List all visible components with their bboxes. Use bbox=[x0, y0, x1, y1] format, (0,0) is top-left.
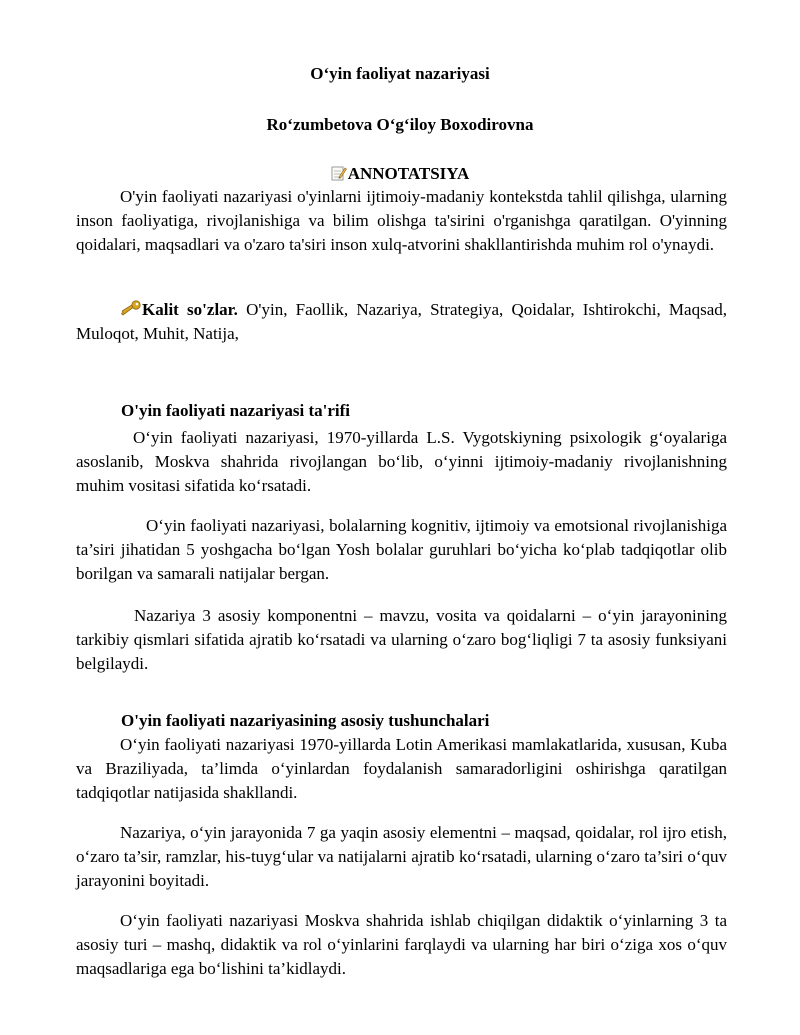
key-icon bbox=[120, 300, 142, 316]
author-name: Ro‘zumbetova O‘g‘iloy Boxodirovna bbox=[266, 115, 534, 134]
section2-paragraph-1: O‘yin faoliyati nazariyasi 1970-yillarda Lotin Amerikasi mamlakatlarida, xususan, Kuba va Braziliyada, ta’limda o‘yinlardan foydalanish samaradorligini oshirishga qaratilgan tadqiqotlar natijasida shakllandi. bbox=[76, 735, 727, 802]
section1-paragraph-2: O‘yin faoliyati nazariyasi, bolalarning kognitiv, ijtimoiy va emotsional rivojlanishiga ta’siri jihatidan 5 yoshgacha bo‘lgan Yosh bolalar guruhlari bo‘yicha ko‘plab tadqiqotlar olib borilgan va samarali natijalar bergan. bbox=[76, 516, 727, 583]
section1-heading: O'yin faoliyati nazariyasi ta'rifi bbox=[121, 401, 351, 420]
section2-paragraph-2: Nazariya, o‘yin jarayonida 7 ga yaqin asosiy elementni – maqsad, qoidalar, rol ijro etish, o‘zaro ta’sir, ramzlar, his-tuyg‘ular va natijalarni ajratib ko‘rsatadi, ularning o‘zaro ta’siri o‘quv jarayonini boyitadi. bbox=[76, 823, 727, 890]
section1-paragraph-1: O‘yin faoliyati nazariyasi, 1970-yillarda L.S. Vygotskiyning psixologik g‘oyalariga asoslanib, Moskva shahrida rivojlangan bo‘lib, o‘yinni ijtimoiy-madaniy rivojlanishning muhim vositasi sifatida ko‘rsatadi. bbox=[76, 428, 727, 495]
annotation-text: O'yin faoliyati nazariyasi o'yinlarni ijtimoiy-madaniy kontekstda tahlil qilishga, ularning inson faoliyatiga, rivojlanishiga va bilim olishga ta'sirini o'rganishga qaratilgan. O'yinning qoidalari, maqsadlari va o'zaro ta'siri inson xulq-atvorini shakllantirishda muhim rol o'ynaydi. bbox=[76, 187, 727, 254]
section1-paragraph-3: Nazariya 3 asosiy komponentni – mavzu, vosita va qoidalarni – o‘yin jarayonining tarkibiy qismlari sifatida ajratib ko‘rsatadi va ularning o‘zaro bog‘liqligi 7 ta asosiy funksiyani belgilaydi. bbox=[76, 606, 727, 673]
keywords-text: O'yin, Faollik, Nazariya, Strategiya, Qoidalar, Ishtirokchi, Maqsad, Muloqot, Muhit, Natija, bbox=[76, 300, 727, 343]
section2-paragraph-3: O‘yin faoliyati nazariyasi Moskva shahrida ishlab chiqilgan didaktik o‘yinlarning 3 ta asosiy turi – mashq, didaktik va rol o‘yinlarini farqlaydi va ularning har biri o‘ziga xos o‘quv maqsadlariga ega bo‘lishini ta’kidlaydi. bbox=[76, 911, 727, 978]
annotation-heading bbox=[0, 164, 800, 184]
keywords-paragraph bbox=[76, 298, 727, 346]
section2-heading: O'yin faoliyati nazariyasining asosiy tushunchalari bbox=[121, 711, 490, 730]
document-title: O‘yin faoliyat nazariyasi bbox=[310, 64, 490, 83]
memo-pencil-icon bbox=[331, 165, 347, 181]
keywords-label: Kalit so'zlar. bbox=[142, 300, 238, 319]
annotation-heading-text: ANNOTATSIYA bbox=[347, 164, 470, 183]
